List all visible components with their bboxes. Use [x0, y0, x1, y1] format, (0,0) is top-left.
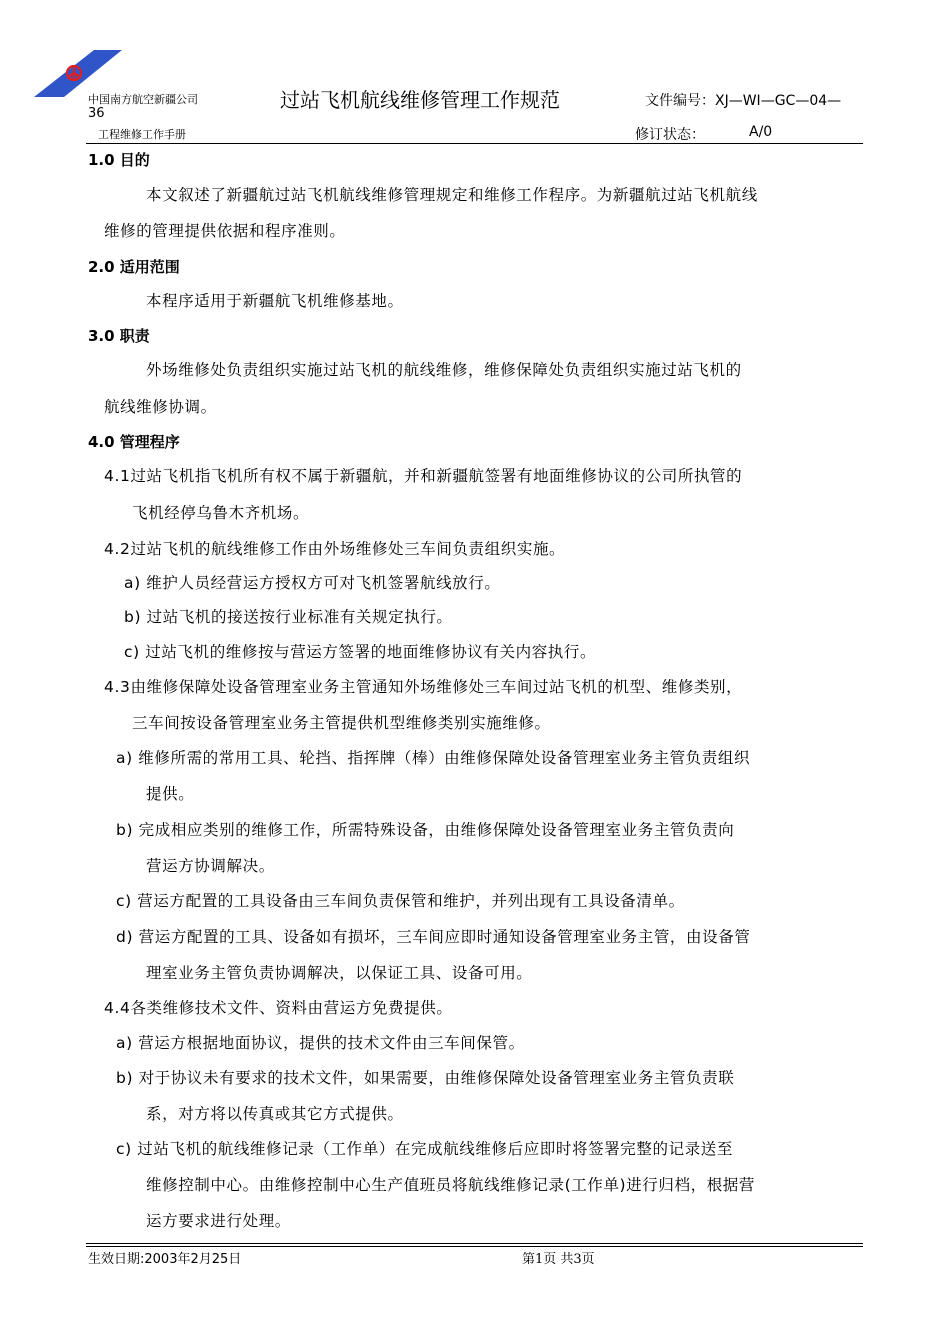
section-1-para-line: 本文叙述了新疆航过站飞机航线维修管理规定和维修工作程序。为新疆航过站飞机航线	[146, 186, 758, 204]
company-name: 中国南方航空新疆公司	[88, 93, 198, 106]
section-2-para-line: 本程序适用于新疆航飞机维修基地。	[146, 292, 404, 310]
item-4-2-c: c) 过站飞机的维修按与营运方签署的地面维修协议有关内容执行。	[124, 643, 597, 661]
item-4-3-d-line: d) 营运方配置的工具、设备如有损坏，三车间应即时通知设备管理室业务主管，由设备管	[116, 928, 751, 946]
section-4-title: 4.0 管理程序	[88, 433, 180, 451]
item-4-3-a-line: a) 维修所需的常用工具、轮挡、指挥牌（棒）由维修保障处设备管理室业务主管负责组织	[116, 749, 751, 767]
page-number: 第1页 共3页	[522, 1252, 595, 1267]
item-4-1-line: 4.1过站飞机指飞机所有权不属于新疆航，并和新疆航签署有地面维修协议的公司所执管的	[104, 467, 743, 485]
section-2-title: 2.0 适用范围	[88, 258, 180, 276]
item-4-4-b-line: 系，对方将以传真或其它方式提供。	[146, 1105, 404, 1123]
item-4-3-b-line: 营运方协调解决。	[146, 857, 275, 875]
item-4-3-a-line: 提供。	[146, 785, 195, 803]
header-divider	[86, 143, 863, 144]
item-4-2-b: b) 过站飞机的接送按行业标准有关规定执行。	[124, 608, 453, 626]
revision-value: A/0	[749, 124, 773, 140]
section-3-title: 3.0 职责	[88, 327, 150, 345]
section-1-para-line: 维修的管理提供依据和程序准则。	[104, 222, 346, 240]
item-4-3-d-line: 理室业务主管负责协调解决，以保证工具、设备可用。	[146, 964, 533, 982]
item-4-2-a: a) 维护人员经营运方授权方可对飞机签署航线放行。	[124, 574, 501, 592]
item-4-4-c-line: c) 过站飞机的航线维修记录（工作单）在完成航线维修后应即时将签署完整的记录送至	[116, 1140, 733, 1158]
revision-label: 修订状态：	[635, 127, 705, 143]
footer-divider	[86, 1243, 863, 1244]
document-title: 过站飞机航线维修管理工作规范	[280, 88, 560, 112]
section-3-para-line: 外场维修处负责组织实施过站飞机的航线维修，维修保障处负责组织实施过站飞机的	[146, 361, 742, 379]
manual-name: 工程维修工作手册	[98, 128, 186, 141]
item-4-4-c-line: 运方要求进行处理。	[146, 1212, 291, 1230]
section-3-para-line: 航线维修协调。	[104, 398, 217, 416]
item-4-3-line: 4.3由维修保障处设备管理室业务主管通知外场维修处三车间过站飞机的机型、维修类别，	[104, 678, 743, 696]
footer-divider	[86, 1246, 863, 1247]
item-4-1-line: 飞机经停乌鲁木齐机场。	[132, 504, 310, 522]
company-name-continuation: 36	[88, 106, 105, 121]
item-4-3-b-line: b) 完成相应类别的维修工作，所需特殊设备，由维修保障处设备管理室业务主管负责向	[116, 821, 735, 839]
item-4-3-line: 三车间按设备管理室业务主管提供机型维修类别实施维修。	[132, 714, 551, 732]
item-4-4-a: a) 营运方根据地面协议，提供的技术文件由三车间保管。	[116, 1034, 525, 1052]
effective-date: 生效日期:2003年2月25日	[88, 1252, 242, 1267]
document-number: 文件编号：XJ—WI—GC—04—	[645, 93, 842, 109]
item-4-3-c: c) 营运方配置的工具设备由三车间负责保管和维护，并列出现有工具设备清单。	[116, 892, 685, 910]
item-4-2: 4.2过站飞机的航线维修工作由外场维修处三车间负责组织实施。	[104, 540, 566, 558]
section-1-title: 1.0 目的	[88, 151, 150, 169]
item-4-4-c-line: 维修控制中心。由维修控制中心生产值班员将航线维修记录(工作单)进行归档，根据营	[146, 1176, 755, 1194]
item-4-4: 4.4各类维修技术文件、资料由营运方免费提供。	[104, 999, 453, 1017]
item-4-4-b-line: b) 对于协议未有要求的技术文件，如果需要，由维修保障处设备管理室业务主管负责联	[116, 1069, 735, 1087]
